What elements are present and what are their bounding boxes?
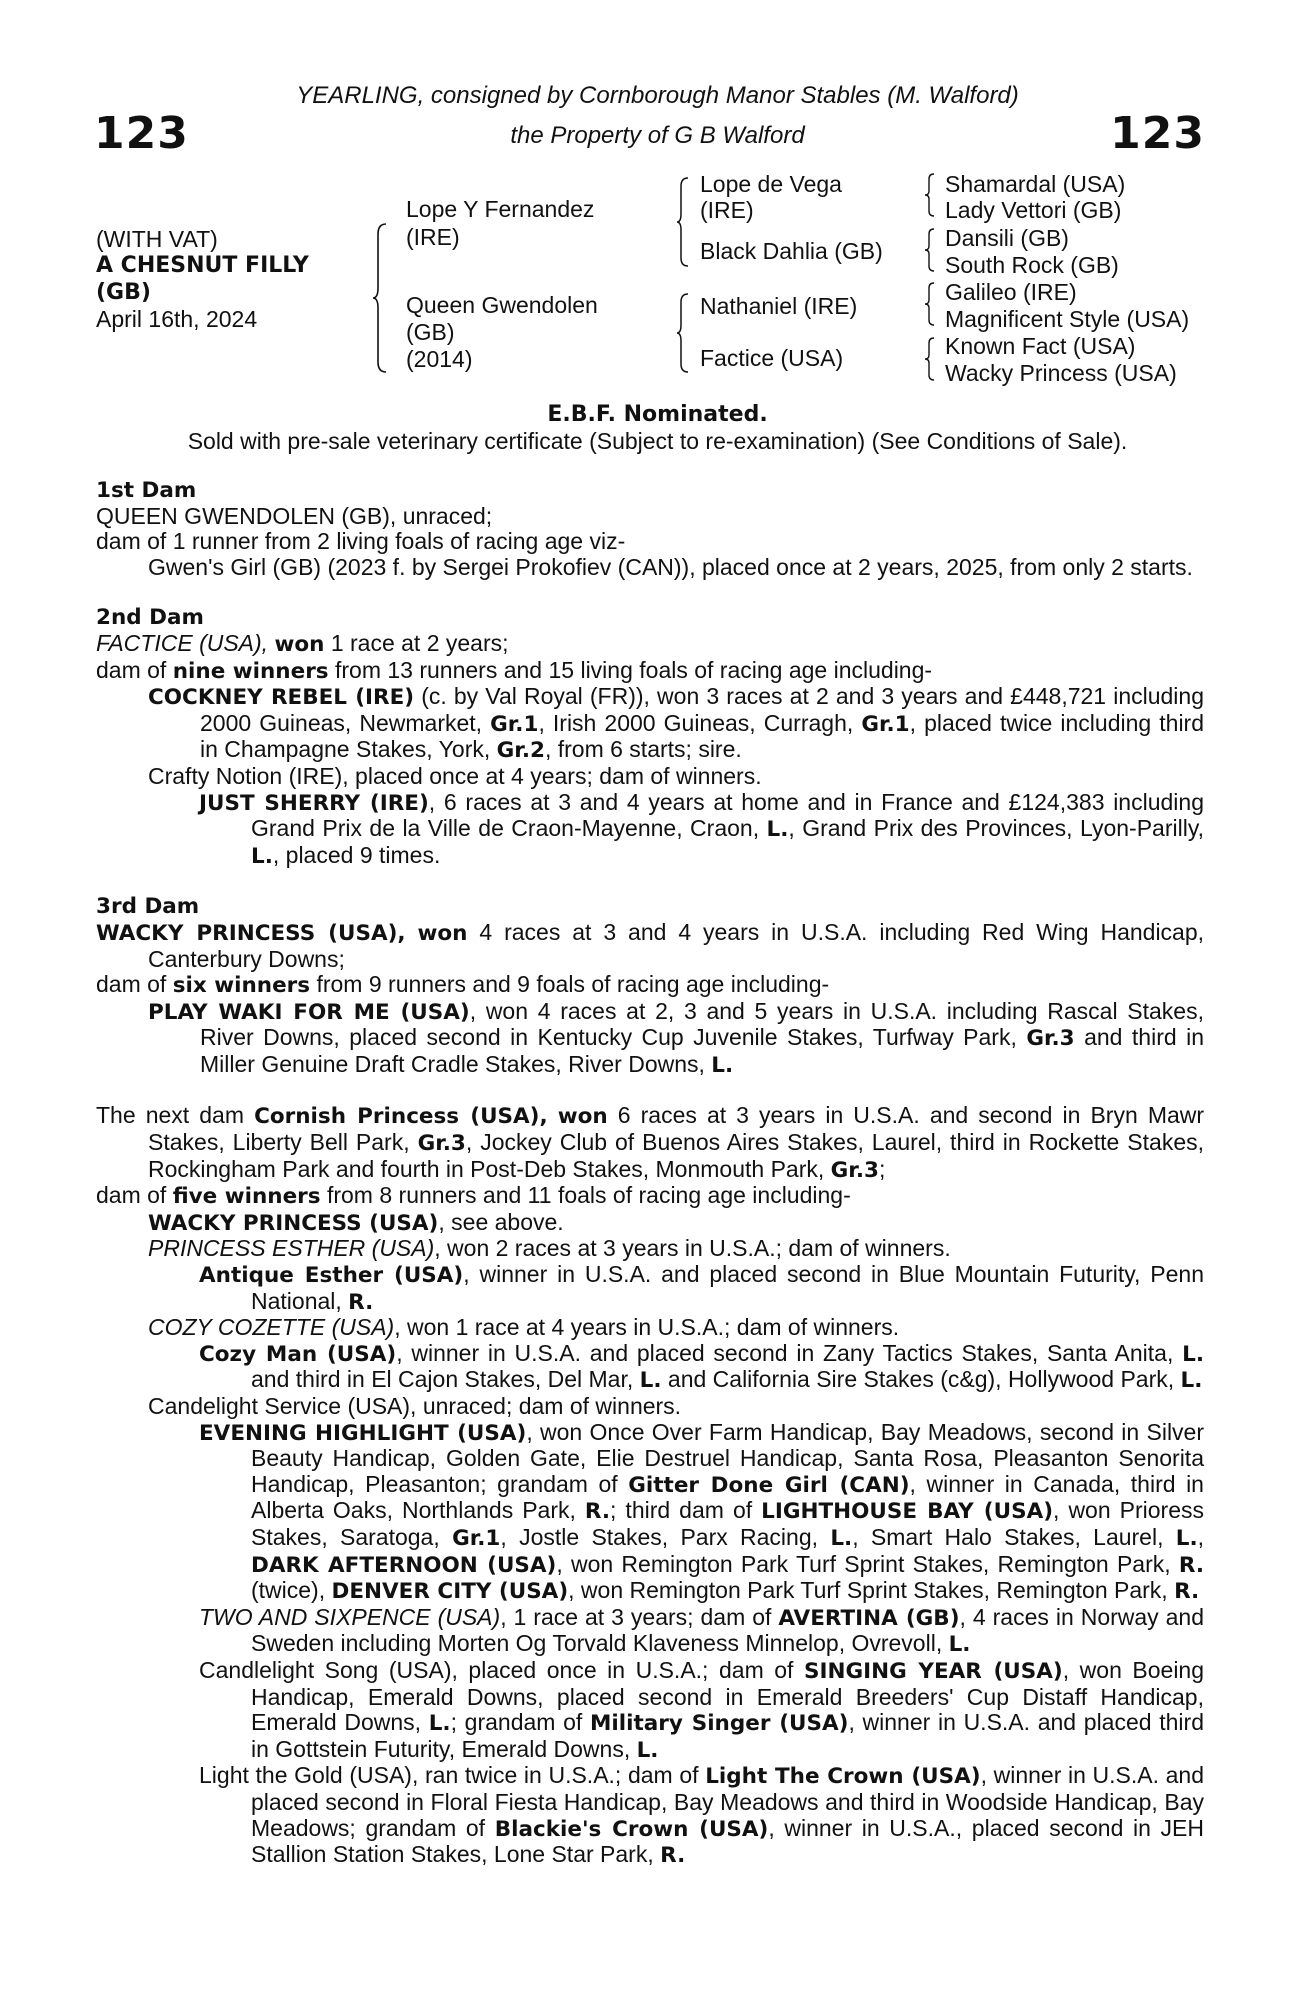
next-dam-produce: Candelight Service (USA), unraced; dam of winners. <box>148 1393 682 1419</box>
next-dam-produce: COZY COZETTE (USA), won 1 race at 4 years in U.S.A.; dam of winners. <box>148 1314 900 1341</box>
third-dam-line: WACKY PRINCESS (USA), won 4 races at 3 and 4 years in U.S.A. including Red Wing Handicap, Canterbury Downs; <box>96 918 1205 972</box>
horse-country: (GB) <box>96 280 151 305</box>
next-dam-produce: TWO AND SIXPENCE (USA), 1 race at 3 years; dam of AVERTINA (GB), 4 races in Norway and Sweden including Morten Og Torvald Klaveness Minnelop, Ovrevoll, L. <box>199 1603 1205 1658</box>
dam-line-text <box>96 478 1204 1869</box>
pedigree-brace-sire <box>676 176 690 268</box>
sire-sire-name: Lope de Vega <box>700 171 842 197</box>
g3-ancestor: Known Fact (USA) <box>945 333 1136 359</box>
next-dam-line: The next dam Cornish Princess (USA), won 6 races at 3 years in U.S.A. and second in Bryn Mawr Stakes, Liberty Bell Park, Gr.3, Jockey Club of Buenos Aires Stakes, Laurel, third in Rockette Stakes, Rockingham Park and fourth in Post-Deb Stakes, Monmouth Park, Gr.3; <box>96 1102 1205 1183</box>
next-dam-grandproduce: EVENING HIGHLIGHT (USA), won Once Over Farm Handicap, Bay Meadows, second in Silver Beauty Handicap, Golden Gate, Elie Destruel Handicap, Santa Rosa, Pleasanton Senorita Handicap, Pleasanton; grandam of Gitter Done Girl (CAN), winner in Canada, third in Alberta Oaks, Northlands Park, R.; third dam of LIGHTHOUSE BAY (USA), won Prioress Stakes, Saratoga, Gr.1, Jostle Stakes, Parx Racing, L., Smart Halo Stakes, Laurel, L., DARK AFTERNOON (USA), won Remington Park Turf Sprint Stakes, Remington Park, R. (twice), DENVER CITY (USA), won Remington Park Turf Sprint Stakes, Remington Park, R. <box>199 1418 1205 1605</box>
first-dam-line: dam of 1 runner from 2 living foals of racing age viz- <box>96 528 626 555</box>
second-dam-heading: 2nd Dam <box>96 605 204 631</box>
dam-name: Queen Gwendolen <box>406 292 598 318</box>
horse-dob: April 16th, 2024 <box>96 306 258 332</box>
pedigree-brace-g3-1 <box>924 172 936 218</box>
first-dam-heading: 1st Dam <box>96 478 197 503</box>
pedigree-brace-main <box>372 222 388 374</box>
next-dam-grandproduce: Cozy Man (USA), winner in U.S.A. and placed second in Zany Tactics Stakes, Santa Anita, L. and third in El Cajon Stakes, Del Mar, L. and California Sire Stakes (c&g), Hollywood Park, L. <box>199 1339 1205 1394</box>
consignor-line: YEARLING, consigned by Cornborough Manor Stables (M. Walford) <box>296 82 1019 109</box>
g3-ancestor: Shamardal (USA) <box>945 171 1126 197</box>
first-dam-line: QUEEN GWENDOLEN (GB), unraced; <box>96 502 493 529</box>
next-dam-grandproduce: Antique Esther (USA), winner in U.S.A. and placed second in Blue Mountain Futurity, Penn National, R. <box>199 1261 1205 1315</box>
second-dam-produce: COCKNEY REBEL (IRE) (c. by Val Royal (FR)), won 3 races at 2 and 3 years and £448,721 including 2000 Guineas, Newmarket, Gr.1, Irish 2000 Guineas, Curragh, Gr.1, placed twice including third in Champagne Stakes, York, Gr.2, from 6 starts; sire. <box>148 683 1205 764</box>
property-line: the Property of G B Walford <box>510 122 805 149</box>
horse-name: A CHESNUT FILLY <box>96 253 309 278</box>
dam-dam: Factice (USA) <box>700 345 844 371</box>
sale-conditions-note: Sold with pre-sale veterinary certificate (Subject to re-examination) (See Conditions of Sale). <box>187 428 1128 454</box>
g3-ancestor: Wacky Princess (USA) <box>945 360 1177 386</box>
sire-dam: Black Dahlia (GB) <box>700 238 883 264</box>
pedigree-brace-g3-3 <box>924 281 936 327</box>
dam-country: (GB) <box>406 319 455 345</box>
g3-ancestor: Galileo (IRE) <box>945 279 1077 305</box>
first-dam-produce: Gwen's Girl (GB) (2023 f. by Sergei Prokofiev (CAN)), placed once at 2 years, 2025, from only 2 starts. <box>148 553 1193 580</box>
g3-ancestor: Dansili (GB) <box>945 225 1069 251</box>
second-dam-grandproduce: JUST SHERRY (IRE), 6 races at 3 and 4 years at home and in France and £124,383 including Grand Prix de la Ville de Craon-Mayenne, Craon, L., Grand Prix des Provinces, Lyon-Parilly, L., placed 9 times. <box>199 788 1204 869</box>
vat-note: (WITH VAT) <box>96 226 218 252</box>
sire-sire-country: (IRE) <box>700 197 754 223</box>
pedigree-brace-g3-2 <box>924 227 936 273</box>
next-dam-line: dam of five winners from 8 runners and 11 foals of racing age including- <box>96 1182 851 1210</box>
third-dam-heading: 3rd Dam <box>96 894 200 920</box>
dam-year: (2014) <box>406 346 473 372</box>
next-dam-produce: Light the Gold (USA), ran twice in U.S.A.; dam of Light The Crown (USA), winner in U.S.A. and placed second in Floral Fiesta Handicap, Bay Meadows and third in Woodside Handicap, Bay Meadows; grandam of Blackie's Crown (USA), winner in U.S.A., placed second in JEH Stallion Station Stakes, Lone Star Park, R. <box>199 1762 1205 1869</box>
pedigree-brace-g3-4 <box>924 336 936 382</box>
second-dam-produce: Crafty Notion (IRE), placed once at 4 years; dam of winners. <box>148 762 762 789</box>
pedigree-brace-dam <box>676 292 690 374</box>
lot-number-left: 123 <box>94 108 189 159</box>
g3-ancestor: Lady Vettori (GB) <box>945 197 1122 223</box>
second-dam-line: dam of nine winners from 13 runners and 15 living foals of racing age including- <box>96 656 933 684</box>
sire-country: (IRE) <box>406 224 460 250</box>
next-dam-produce: Candlelight Song (USA), placed once in U.S.A.; dam of SINGING YEAR (USA), won Boeing Handicap, Emerald Downs, placed second in Emerald Breeders' Cup Distaff Handicap, Emerald Downs, L.; grandam of Military Singer (USA), winner in U.S.A. and placed third in Gottstein Futurity, Emerald Downs, L. <box>199 1656 1205 1763</box>
g3-ancestor: South Rock (GB) <box>945 252 1119 278</box>
next-dam-produce: WACKY PRINCESS (USA), see above. <box>148 1208 564 1236</box>
sire-name: Lope Y Fernandez <box>406 196 595 222</box>
g3-ancestor: Magnificent Style (USA) <box>945 306 1190 332</box>
ebf-note: E.B.F. Nominated. <box>547 402 768 427</box>
second-dam-line: FACTICE (USA), won 1 race at 2 years; <box>96 629 509 657</box>
third-dam-line: dam of six winners from 9 runners and 9 foals of racing age including- <box>96 971 830 999</box>
dam-sire: Nathaniel (IRE) <box>700 293 858 319</box>
lot-number-right: 123 <box>1110 108 1205 159</box>
third-dam-produce: PLAY WAKI FOR ME (USA), won 4 races at 2, 3 and 5 years in U.S.A. including Rascal Stakes, River Downs, placed second in Kentucky Cup Juvenile Stakes, Turfway Park, Gr.3 and third in Miller Genuine Draft Cradle Stakes, River Downs, L. <box>148 997 1205 1078</box>
next-dam-produce: PRINCESS ESTHER (USA), won 2 races at 3 years in U.S.A.; dam of winners. <box>148 1235 951 1262</box>
